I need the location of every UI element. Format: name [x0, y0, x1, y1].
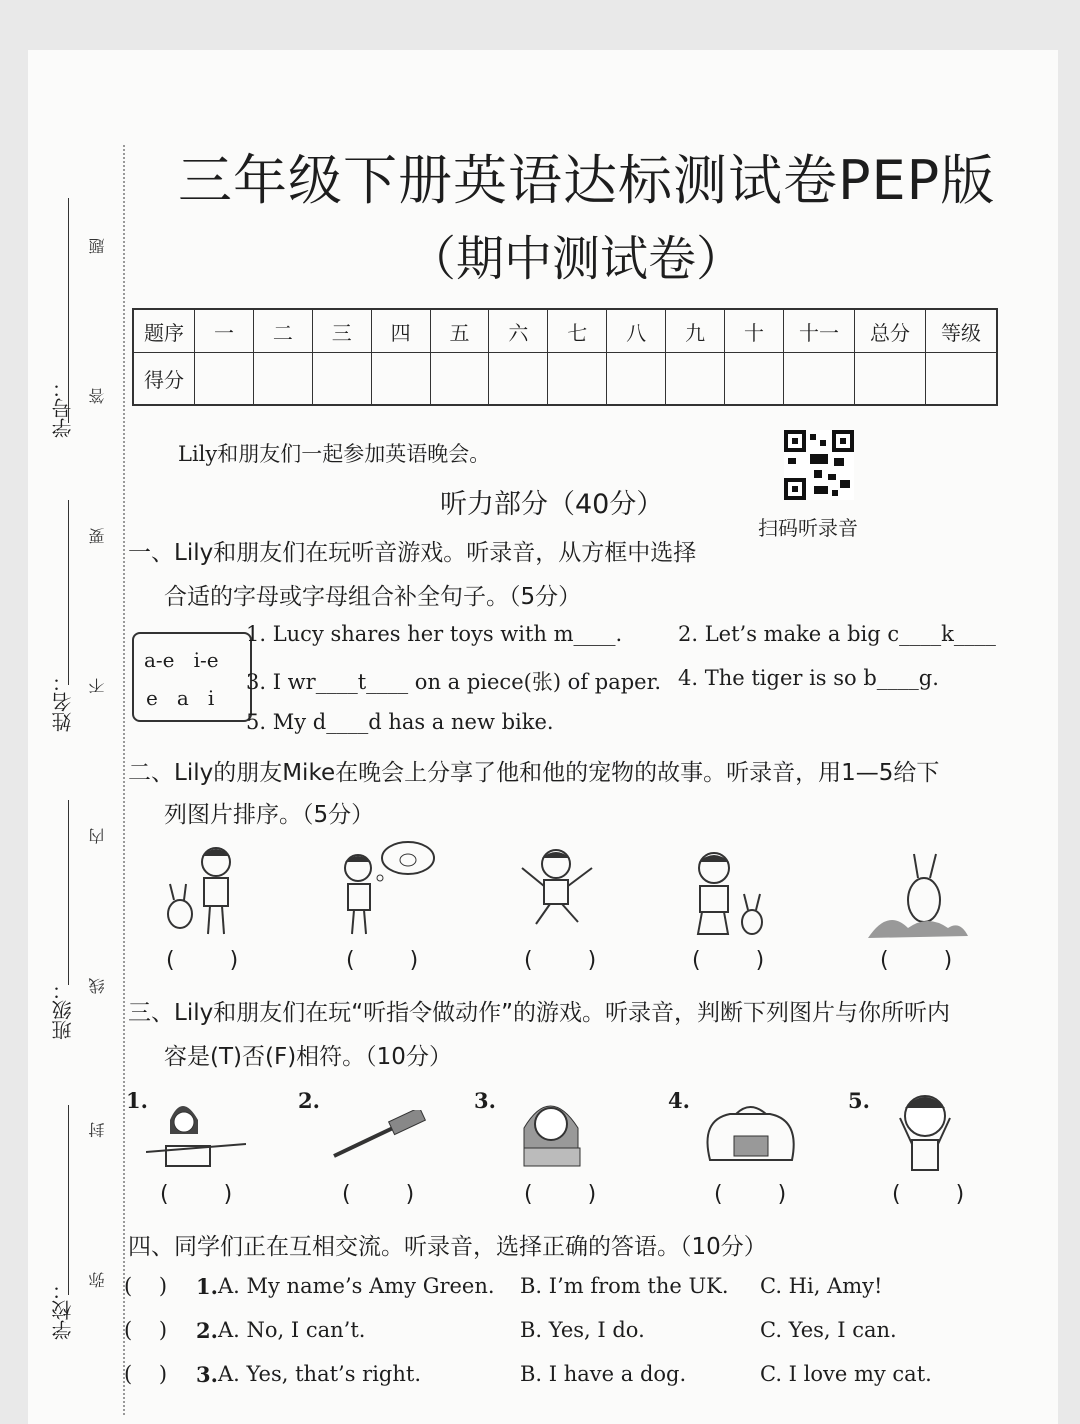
q1-item: 4. The tiger is so b____g.	[678, 666, 939, 690]
score-cell[interactable]	[312, 353, 371, 406]
q4-option-c: C. Hi, Amy!	[760, 1274, 883, 1298]
q1-item: 3. I wr____t____ on a piece(张) of paper.	[246, 670, 662, 694]
boy-touching-ears-picture	[890, 1084, 960, 1174]
qr-caption: 扫码听录音	[758, 516, 858, 540]
answer-paren[interactable]: ( )	[124, 1362, 168, 1386]
q1-instruction: 一、Lily和朋友们在玩听音游戏。听录音，从方框中选择	[128, 540, 697, 566]
binding-dotted-line	[123, 145, 125, 1415]
school-line	[68, 1105, 69, 1295]
name-line	[68, 500, 69, 685]
table-cell: 得分	[133, 353, 195, 406]
table-cell: 十一	[784, 309, 855, 353]
exam-subtitle: （期中测试卷）	[408, 231, 745, 287]
q4-option-c: C. I love my cat.	[760, 1362, 932, 1386]
exam-title: 三年级下册英语达标测试卷PEP版	[178, 149, 996, 212]
score-table	[132, 308, 998, 406]
class-label: 班级：	[51, 980, 75, 1040]
table-cell: 八	[607, 309, 666, 353]
q4-option-a: A. No, I can’t.	[218, 1318, 366, 1342]
score-cell[interactable]	[371, 353, 430, 406]
answer-paren[interactable]: ( )	[166, 948, 263, 973]
q3-number: 5.	[848, 1088, 870, 1113]
name-label: 姓名：	[51, 672, 75, 732]
score-cell[interactable]	[607, 353, 666, 406]
margin-char: 弥	[88, 1272, 107, 1288]
table-cell: 三	[312, 309, 371, 353]
table-cell: 六	[489, 309, 548, 353]
table-cell: 十	[725, 309, 784, 353]
section-title: 听力部分（40分）	[440, 489, 664, 520]
student-id-label: 学号：	[51, 378, 75, 438]
answer-paren[interactable]: ( )	[524, 1182, 621, 1207]
table-cell: 总分	[855, 309, 926, 353]
boy-jumping-picture	[514, 842, 604, 942]
score-cell[interactable]	[195, 353, 254, 406]
answer-paren[interactable]: ( )	[346, 948, 443, 973]
box-row: e a i	[146, 686, 215, 710]
q4-option-a: A. Yes, that’s right.	[218, 1362, 421, 1386]
score-cell[interactable]	[430, 353, 489, 406]
score-cell[interactable]	[548, 353, 607, 406]
q4-number: 1.	[196, 1274, 218, 1299]
schoolbag-picture	[700, 1100, 800, 1170]
q1-item: 5. My d____d has a new bike.	[246, 710, 554, 734]
class-line	[68, 800, 69, 985]
score-cell[interactable]	[784, 353, 855, 406]
score-cell[interactable]	[855, 353, 926, 406]
q3-number: 3.	[474, 1088, 496, 1113]
q4-option-b: B. I have a dog.	[520, 1362, 687, 1386]
table-cell: 一	[195, 309, 254, 353]
school-label: 学校：	[51, 1280, 75, 1340]
table-cell: 二	[253, 309, 312, 353]
boy-with-rabbit-picture	[158, 842, 248, 942]
q2-instruction-cont: 列图片排序。（5分）	[164, 802, 375, 828]
answer-paren[interactable]: ( )	[524, 948, 621, 973]
q3-instruction: 三、Lily和朋友们在玩“听指令做动作”的游戏。听录音，判断下列图片与你所听内	[128, 1000, 951, 1026]
table-cell: 等级	[926, 309, 998, 353]
q2-instruction: 二、Lily的朋友Mike在晚会上分享了他和他的宠物的故事。听录音，用1—5给下	[128, 760, 940, 786]
answer-paren[interactable]: ( )	[124, 1274, 168, 1298]
q4-option-b: B. Yes, I do.	[520, 1318, 645, 1342]
table-cell: 九	[666, 309, 725, 353]
answer-paren[interactable]: ( )	[124, 1318, 168, 1342]
q3-instruction-cont: 容是(T)否(F)相符。（10分）	[164, 1044, 452, 1070]
q4-option-b: B. I’m from the UK.	[520, 1274, 729, 1298]
girl-drawing-picture	[146, 1090, 246, 1170]
score-cell[interactable]	[489, 353, 548, 406]
answer-paren[interactable]: ( )	[160, 1182, 257, 1207]
q4-option-c: C. Yes, I can.	[760, 1318, 897, 1342]
exam-paper	[28, 50, 1058, 1424]
table-cell: 五	[430, 309, 489, 353]
q1-item: 1. Lucy shares her toys with m____.	[246, 622, 623, 646]
answer-paren[interactable]: ( )	[342, 1182, 439, 1207]
score-cell[interactable]	[725, 353, 784, 406]
rabbit-on-grass-picture	[868, 848, 968, 944]
margin-char: 不	[88, 678, 107, 694]
answer-paren[interactable]: ( )	[892, 1182, 989, 1207]
q3-number: 1.	[126, 1088, 148, 1113]
pen-picture	[330, 1110, 430, 1160]
q4-option-a: A. My name’s Amy Green.	[218, 1274, 495, 1298]
score-header-row	[133, 309, 997, 353]
q1-item: 2. Let’s make a big c____k____	[678, 622, 996, 646]
margin-char: 答	[88, 388, 107, 404]
box-row: a-e i-e	[144, 648, 219, 672]
q4-number: 2.	[196, 1318, 218, 1343]
table-cell: 七	[548, 309, 607, 353]
margin-char: 封	[88, 1122, 107, 1138]
q3-number: 2.	[298, 1088, 320, 1113]
answer-paren[interactable]: ( )	[714, 1182, 811, 1207]
q4-number: 3.	[196, 1362, 218, 1387]
answer-paren[interactable]: ( )	[880, 948, 977, 973]
intro-text: Lily和朋友们一起参加英语晚会。	[178, 442, 491, 466]
margin-char: 要	[88, 528, 107, 544]
boy-thinking-rabbit-picture	[328, 840, 438, 940]
answer-paren[interactable]: ( )	[692, 948, 789, 973]
qr-code-icon[interactable]	[784, 430, 854, 500]
score-cell[interactable]	[253, 353, 312, 406]
letter-choice-box	[132, 632, 252, 722]
table-cell: 四	[371, 309, 430, 353]
boy-feeding-rabbit-picture	[684, 846, 784, 942]
score-cell[interactable]	[926, 353, 998, 406]
margin-char: 线	[88, 978, 107, 994]
q1-instruction-cont: 合适的字母或字母组合补全句子。（5分）	[164, 584, 582, 610]
q3-number: 4.	[668, 1088, 690, 1113]
girl-reading-picture	[510, 1088, 600, 1172]
score-input-row	[133, 353, 997, 406]
score-cell[interactable]	[666, 353, 725, 406]
table-cell: 题序	[133, 309, 195, 353]
q4-instruction: 四、同学们正在互相交流。听录音，选择正确的答语。（10分）	[128, 1234, 767, 1260]
margin-char: 题	[88, 238, 107, 254]
margin-char: 内	[88, 828, 107, 844]
